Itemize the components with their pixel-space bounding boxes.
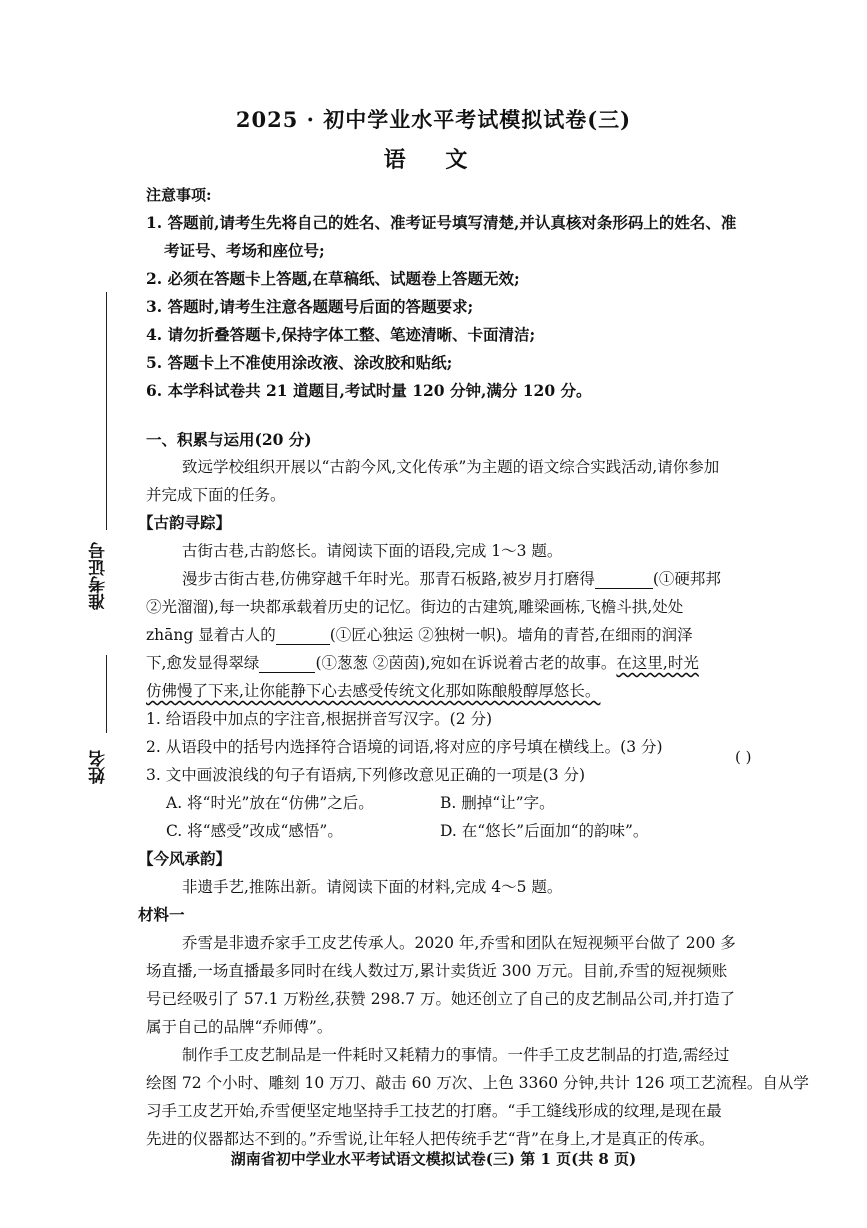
notice-item: 6. 本学科试卷共 21 道题目,考试时量 120 分钟,满分 120 分。 (146, 381, 592, 400)
task-heading-guyun: 【古韵寻踪】 (138, 513, 232, 532)
answer-parentheses[interactable]: ( ) (735, 748, 752, 766)
passage-line (182, 567, 721, 589)
task-intro: 古街古巷,古韵悠长。请阅读下面的语段,完成 1～3 题。 (182, 542, 563, 560)
passage-text: (①匠心独运 ②独树一帜)。墙角的青苔,在细雨的润泽 (329, 626, 693, 644)
name-line (106, 655, 107, 733)
wavy-sentence: 在这里,时光 (616, 654, 699, 672)
answer-blank[interactable] (276, 628, 330, 645)
material-line: 属于自己的品牌“乔师傅”。 (146, 1018, 333, 1036)
passage-line (146, 623, 693, 645)
question-1: 1. 给语段中加点的字注音,根据拼音写汉字。(2 分) (146, 710, 493, 728)
material-line: 场直播,一场直播最多同时在线人数过万,累计卖货近 300 万元。目前,乔雪的短视频账 (146, 962, 728, 980)
option-b: B. 删掉“让”字。 (440, 794, 555, 812)
notice-item: 2. 必须在答题卡上答题,在草稿纸、试题卷上答题无效; (146, 269, 520, 288)
option-d: D. 在“悠长”后面加“的韵味”。 (440, 822, 649, 840)
passage-line: ②光溜溜),每一块都承载着历史的记忆。街边的古建筑,雕梁画栋,飞檐斗拱,处处 (146, 598, 684, 616)
passage-text: (①葱葱 ②茵茵),宛如在诉说着古老的故事。 (315, 654, 617, 672)
material-line: 先进的仪器都达不到的。”乔雪说,让年轻人把传统手艺“背”在身上,才是真正的传承。 (146, 1130, 715, 1148)
page-footer: 湖南省初中学业水平考试语文模拟试卷(三) 第 1 页(共 8 页) (230, 1150, 637, 1168)
subject-title: 语 文 (383, 147, 484, 173)
material-line: 绘图 72 个小时、雕刻 10 万刀、敲击 60 万次、上色 3360 分钟,共计 126 项工艺流程。自从学 (146, 1074, 809, 1092)
task-heading-jinfeng: 【今风承韵】 (138, 849, 232, 868)
notice-item: 1. 答题前,请考生先将自己的姓名、准考证号填写清楚,并认真核对条形码上的姓名、准 (146, 213, 737, 232)
notice-item: 4. 请勿折叠答题卡,保持字体工整、笔迹清晰、卡面清洁; (146, 325, 536, 344)
activity-intro: 并完成下面的任务。 (146, 486, 286, 504)
name-label: 姓名 (89, 750, 109, 784)
passage-text: 下,愈发显得翠绿 (146, 654, 260, 672)
passage-line (146, 651, 699, 673)
answer-blank[interactable] (595, 572, 653, 589)
exam-id-line (106, 292, 107, 530)
option-a: A. 将“时光”放在“仿佛”之后。 (166, 794, 374, 812)
material-line: 号已经吸引了 57.1 万粉丝,获赞 298.7 万。她还创立了自己的皮艺制品公司,并打造了 (146, 990, 735, 1008)
notice-item: 5. 答题卡上不准使用涂改液、涂改胶和贴纸; (146, 353, 453, 372)
answer-blank[interactable] (259, 656, 315, 673)
material-label: 材料一 (138, 905, 185, 924)
exam-id-label: 准考证号 (89, 542, 109, 610)
passage-text: zhāng 显着古人的 (146, 626, 276, 644)
passage-text: (①硬邦邦 (652, 570, 721, 588)
material-line: 乔雪是非遗乔家手工皮艺传承人。2020 年,乔雪和团队在短视频平台做了 200 多 (182, 934, 736, 952)
option-c: C. 将“感受”改成“感悟”。 (166, 822, 343, 840)
notice-heading: 注意事项: (146, 186, 212, 204)
notice-item: 3. 答题时,请考生注意各题题号后面的答题要求; (146, 297, 474, 316)
section-heading: 一、积累与运用(20 分) (146, 430, 312, 449)
question-2: 2. 从语段中的括号内选择符合语境的词语,将对应的序号填在横线上。(3 分) (146, 738, 663, 756)
question-3: 3. 文中画波浪线的句子有语病,下列修改意见正确的一项是(3 分) (146, 766, 586, 784)
notice-item: 考证号、考场和座位号; (164, 241, 325, 260)
task-intro: 非遗手艺,推陈出新。请阅读下面的材料,完成 4～5 题。 (182, 878, 563, 896)
material-line: 制作手工皮艺制品是一件耗时又耗精力的事情。一件手工皮艺制品的打造,需经过 (182, 1046, 730, 1064)
exam-title: 2025 · 初中学业水平考试模拟试卷(三) (235, 107, 632, 132)
wavy-sentence: 仿佛慢了下来,让你能静下心去感受传统文化那如陈酿般醇厚悠长。 (146, 682, 601, 700)
activity-intro: 致远学校组织开展以“古韵今风,文化传承”为主题的语文综合实践活动,请你参加 (182, 458, 720, 476)
passage-text: 漫步古街古巷,仿佛穿越千年时光。那青石板路,被岁月打磨得 (182, 570, 595, 588)
material-line: 习手工皮艺开始,乔雪便坚定地坚持手工技艺的打磨。“手工缝线形成的纹理,是现在最 (146, 1102, 722, 1120)
